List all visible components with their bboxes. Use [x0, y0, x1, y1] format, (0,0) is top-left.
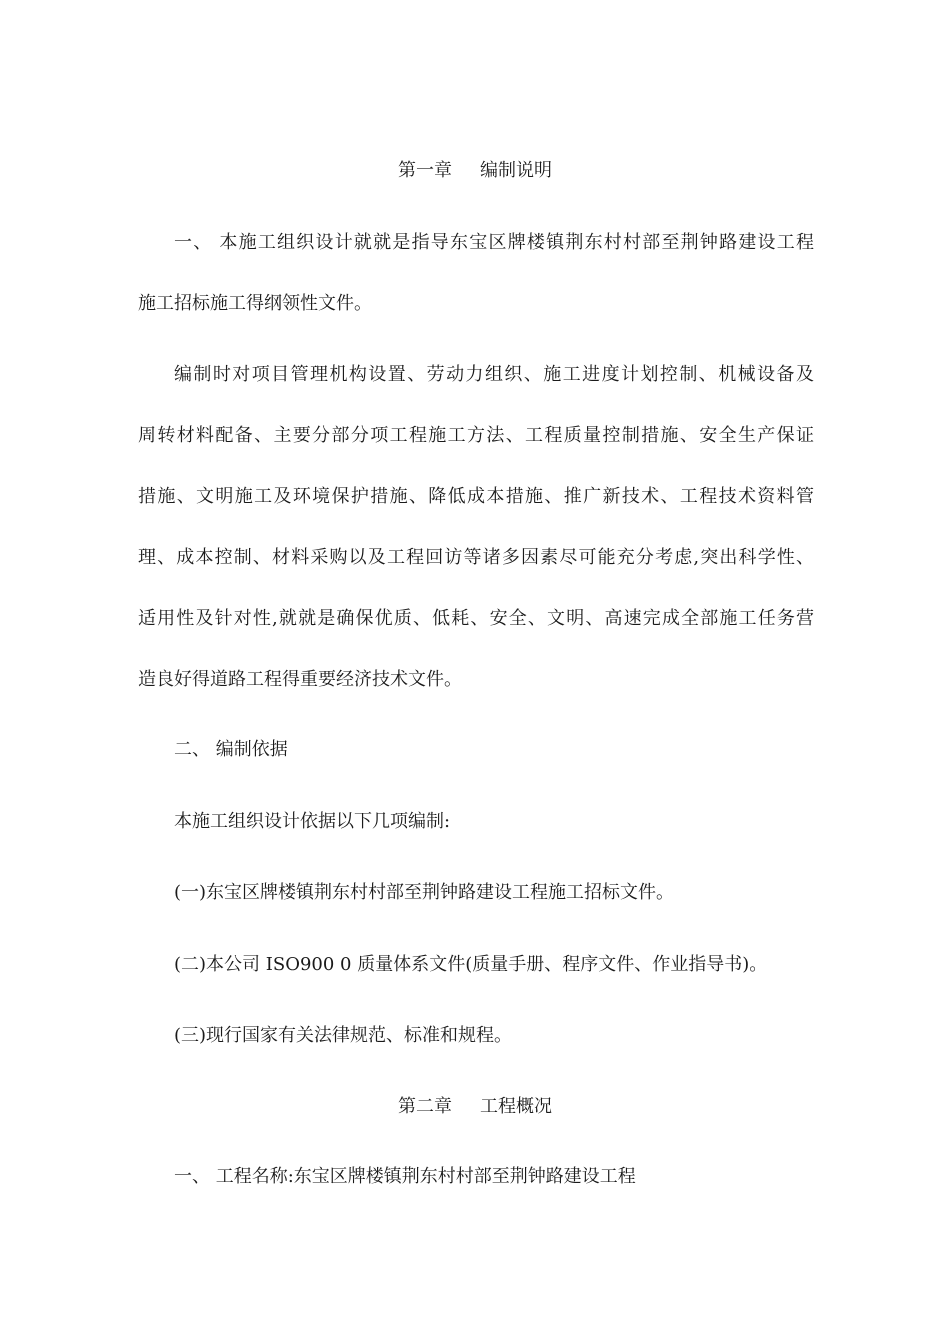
paragraph-line-1: 编制时对项目管理机构设置、劳动力组织、施工进度计划控制、机械设备及 — [174, 364, 814, 385]
paragraph-line-4: 理、成本控制、材料采购以及工程回访等诸多因素尽可能充分考虑,突出科学性、 — [138, 547, 814, 568]
project-name-line: 一、 工程名称:东宝区牌楼镇荆东村村部至荆钟路建设工程 — [174, 1166, 636, 1187]
chapter-2-number: 第二章 — [398, 1096, 452, 1117]
section-2-intro: 本施工组织设计依据以下几项编制: — [174, 811, 451, 832]
section-1-line-2: 施工招标施工得纲领性文件。 — [138, 293, 372, 314]
chapter-1-number: 第一章 — [398, 160, 452, 181]
paragraph-line-5: 适用性及针对性,就就是确保优质、低耗、安全、文明、高速完成全部施工任务营 — [138, 608, 814, 629]
chapter-2-title: 工程概况 — [480, 1096, 552, 1117]
paragraph-line-6: 造良好得道路工程得重要经济技术文件。 — [138, 669, 462, 690]
chapter-2-heading — [0, 1095, 950, 1119]
chapter-1-heading — [0, 159, 950, 183]
paragraph-line-2: 周转材料配备、主要分部分项工程施工方法、工程质量控制措施、安全生产保证 — [138, 425, 814, 446]
basis-item-1: (一)东宝区牌楼镇荆东村村部至荆钟路建设工程施工招标文件。 — [174, 882, 675, 903]
basis-item-3: (三)现行国家有关法律规范、标准和规程。 — [174, 1025, 513, 1046]
basis-item-2: (二)本公司 ISO900 0 质量体系文件(质量手册、程序文件、作业指导书)。 — [174, 954, 768, 975]
paragraph-line-3: 措施、文明施工及环境保护措施、降低成本措施、推广新技术、工程技术资料管 — [138, 486, 814, 507]
chapter-1-title: 编制说明 — [480, 160, 552, 181]
section-1-line-1: 一、 本施工组织设计就就是指导东宝区牌楼镇荆东村村部至荆钟路建设工程 — [174, 232, 814, 253]
section-2-heading: 二、 编制依据 — [174, 739, 288, 760]
